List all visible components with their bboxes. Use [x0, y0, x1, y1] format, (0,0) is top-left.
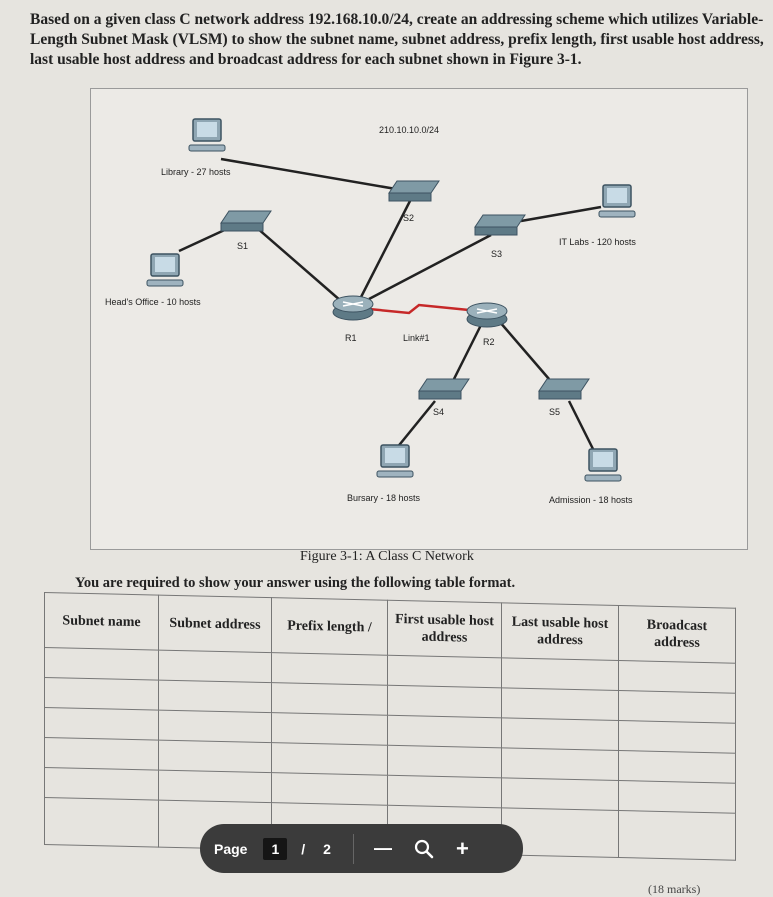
zoom-in-button[interactable]: +	[455, 835, 469, 861]
pc-library-icon	[189, 119, 225, 151]
router-r2-icon	[467, 303, 507, 327]
header-first-usable: First usable host address	[388, 600, 502, 658]
marks-label: (18 marks)	[648, 882, 701, 896]
switch-s2-label: S2	[403, 213, 415, 223]
itlabs-hosts-label: IT Labs - 120 hosts	[559, 237, 636, 247]
figure-caption: Figure 3-1: A Class C Network	[300, 549, 474, 564]
switch-s5-icon	[539, 379, 589, 399]
answer-table	[44, 592, 736, 861]
header-broadcast: Broadcast address	[619, 606, 736, 664]
router-r1-icon	[333, 296, 373, 320]
link-s1-r1	[249, 221, 341, 301]
link1-serial	[369, 305, 479, 313]
link-r2-s5	[499, 321, 549, 379]
network-diagram	[91, 89, 747, 549]
page-label: Page	[214, 840, 248, 857]
network-figure	[90, 88, 748, 550]
pc-admission-icon	[585, 449, 621, 481]
pc-itlabs-icon	[599, 185, 635, 217]
router-r1-label: R1	[345, 333, 357, 343]
switch-s4-label: S4	[433, 407, 445, 417]
table-instruction: You are required to show your answer using the following table format.	[75, 575, 516, 591]
header-last-usable: Last usable host address	[502, 603, 619, 661]
network-address-label: 210.10.10.0/24	[379, 125, 440, 135]
page-separator: /	[301, 840, 306, 857]
router-r2-label: R2	[483, 337, 495, 347]
link-s5-admission	[569, 401, 593, 449]
switch-s4-icon	[419, 379, 469, 399]
link1-label: Link#1	[403, 333, 430, 343]
switch-s2-icon	[389, 181, 439, 201]
toolbar-divider	[353, 834, 354, 864]
header-subnet-name: Subnet name	[45, 593, 159, 651]
header-subnet-address: Subnet address	[159, 595, 272, 653]
current-page-input[interactable]: 1	[263, 838, 287, 860]
switch-s3-icon	[475, 215, 525, 235]
switch-s5-label: S5	[549, 407, 561, 417]
admission-hosts-label: Admission - 18 hosts	[549, 495, 633, 505]
library-hosts-label: Library - 27 hosts	[161, 167, 231, 177]
switch-s1-icon	[221, 211, 271, 231]
link-s3-itlabs	[521, 207, 601, 221]
link-library-s2	[221, 159, 396, 189]
bursary-hosts-label: Bursary - 18 hosts	[347, 493, 421, 503]
pc-headoffice-icon	[147, 254, 183, 286]
page-toolbar	[200, 824, 523, 873]
link-r2-s4	[451, 321, 483, 385]
headoffice-hosts-label: Head's Office - 10 hosts	[105, 297, 201, 307]
question-text: Based on a given class C network address 192.168.10.0/24, create an addressing scheme which utilizes Variable-Length Subnet Mask (VLSM) to show the subnet name, subnet address, prefix length, first usable host address, last usable host address and broadcast address for each subnet shown in Figure 3-1.	[30, 11, 764, 68]
total-pages: 2	[323, 840, 331, 857]
zoom-out-button[interactable]: —	[373, 838, 392, 858]
zoom-icon[interactable]	[414, 839, 434, 859]
pc-bursary-icon	[377, 445, 413, 477]
switch-s3-label: S3	[491, 249, 503, 259]
header-prefix-length: Prefix length /	[272, 598, 388, 656]
switch-s1-label: S1	[237, 241, 249, 251]
link-s4-bursary	[396, 401, 435, 449]
